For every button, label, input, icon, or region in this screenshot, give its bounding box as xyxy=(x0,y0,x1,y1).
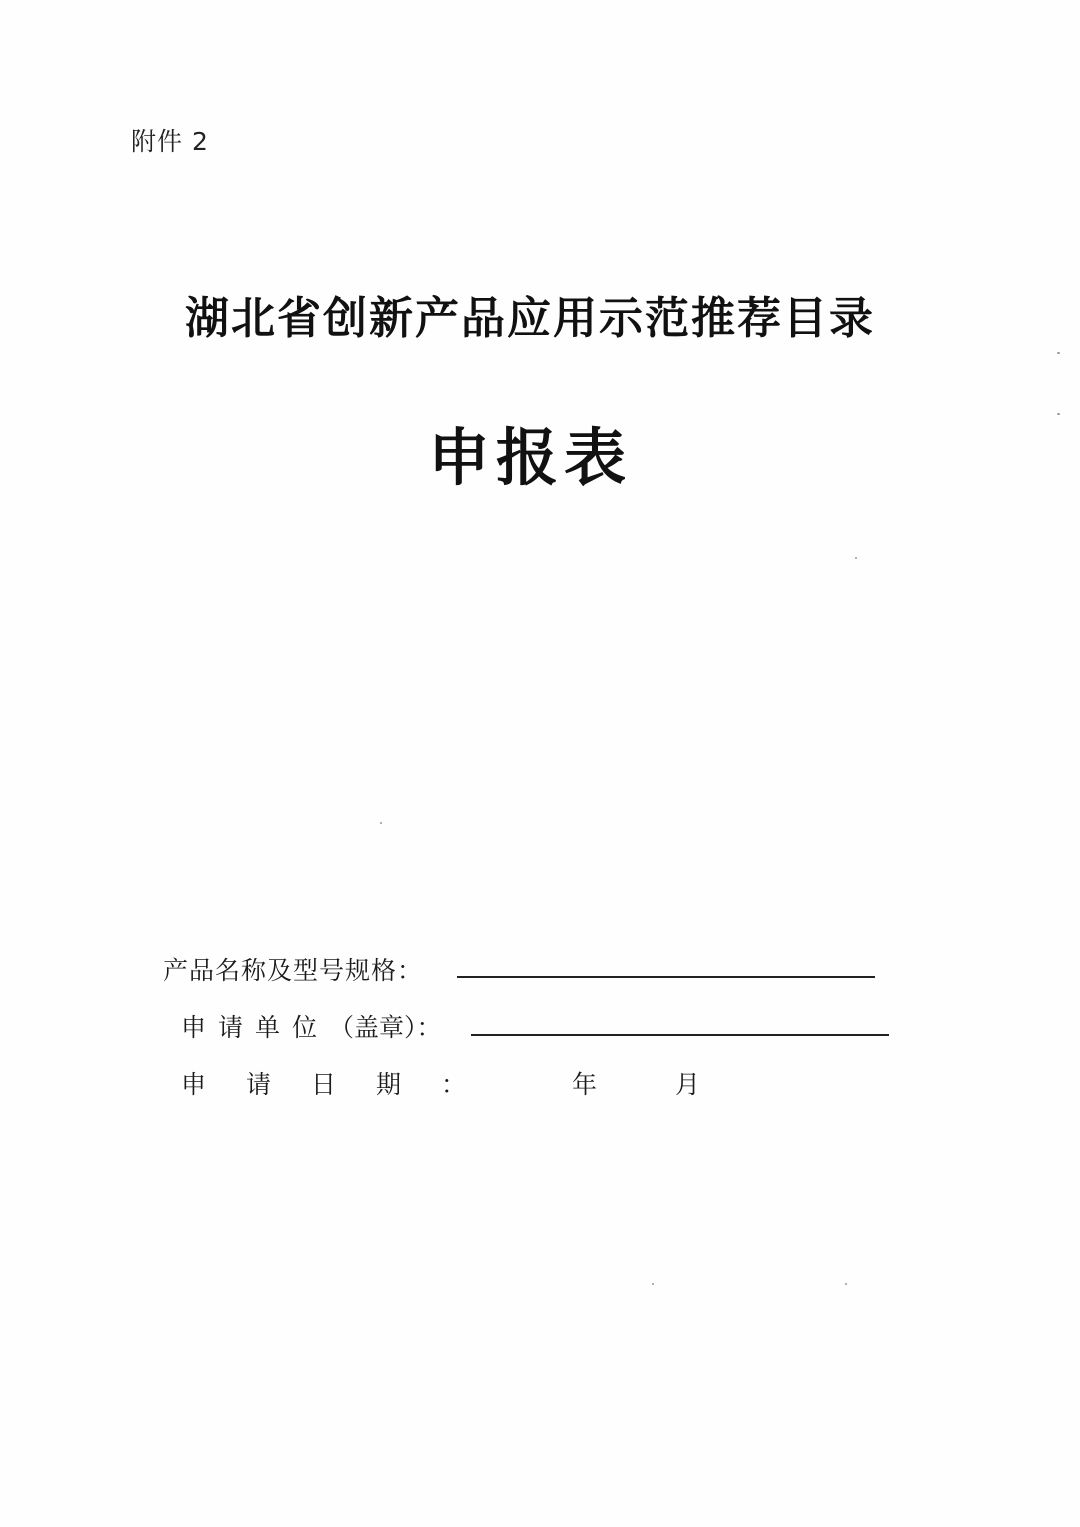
scan-speck xyxy=(845,1283,847,1285)
year-label: 年 xyxy=(572,1070,598,1099)
product-name-input-line[interactable] xyxy=(457,976,875,978)
document-subtitle: 申报表 xyxy=(427,421,632,494)
scan-speck xyxy=(855,557,857,559)
application-date-label: 申请日期： xyxy=(181,1070,507,1099)
product-name-label: 产品名称及型号规格： xyxy=(163,956,424,985)
applicant-field xyxy=(181,1008,442,1044)
month-label: 月 xyxy=(675,1070,701,1099)
scan-speck xyxy=(380,822,382,824)
application-date-field xyxy=(181,1065,506,1101)
scan-speck xyxy=(1057,413,1060,415)
scan-speck xyxy=(1057,352,1060,354)
attachment-label: 附件 2 xyxy=(131,127,209,156)
product-name-field xyxy=(163,951,423,987)
document-title: 湖北省创新产品应用示范推荐目录 xyxy=(185,293,875,344)
applicant-input-line[interactable] xyxy=(471,1034,889,1036)
applicant-label: 申请单位 xyxy=(181,1013,330,1042)
applicant-label-suffix: （盖章）： xyxy=(329,1013,442,1042)
scan-speck xyxy=(652,1283,654,1285)
